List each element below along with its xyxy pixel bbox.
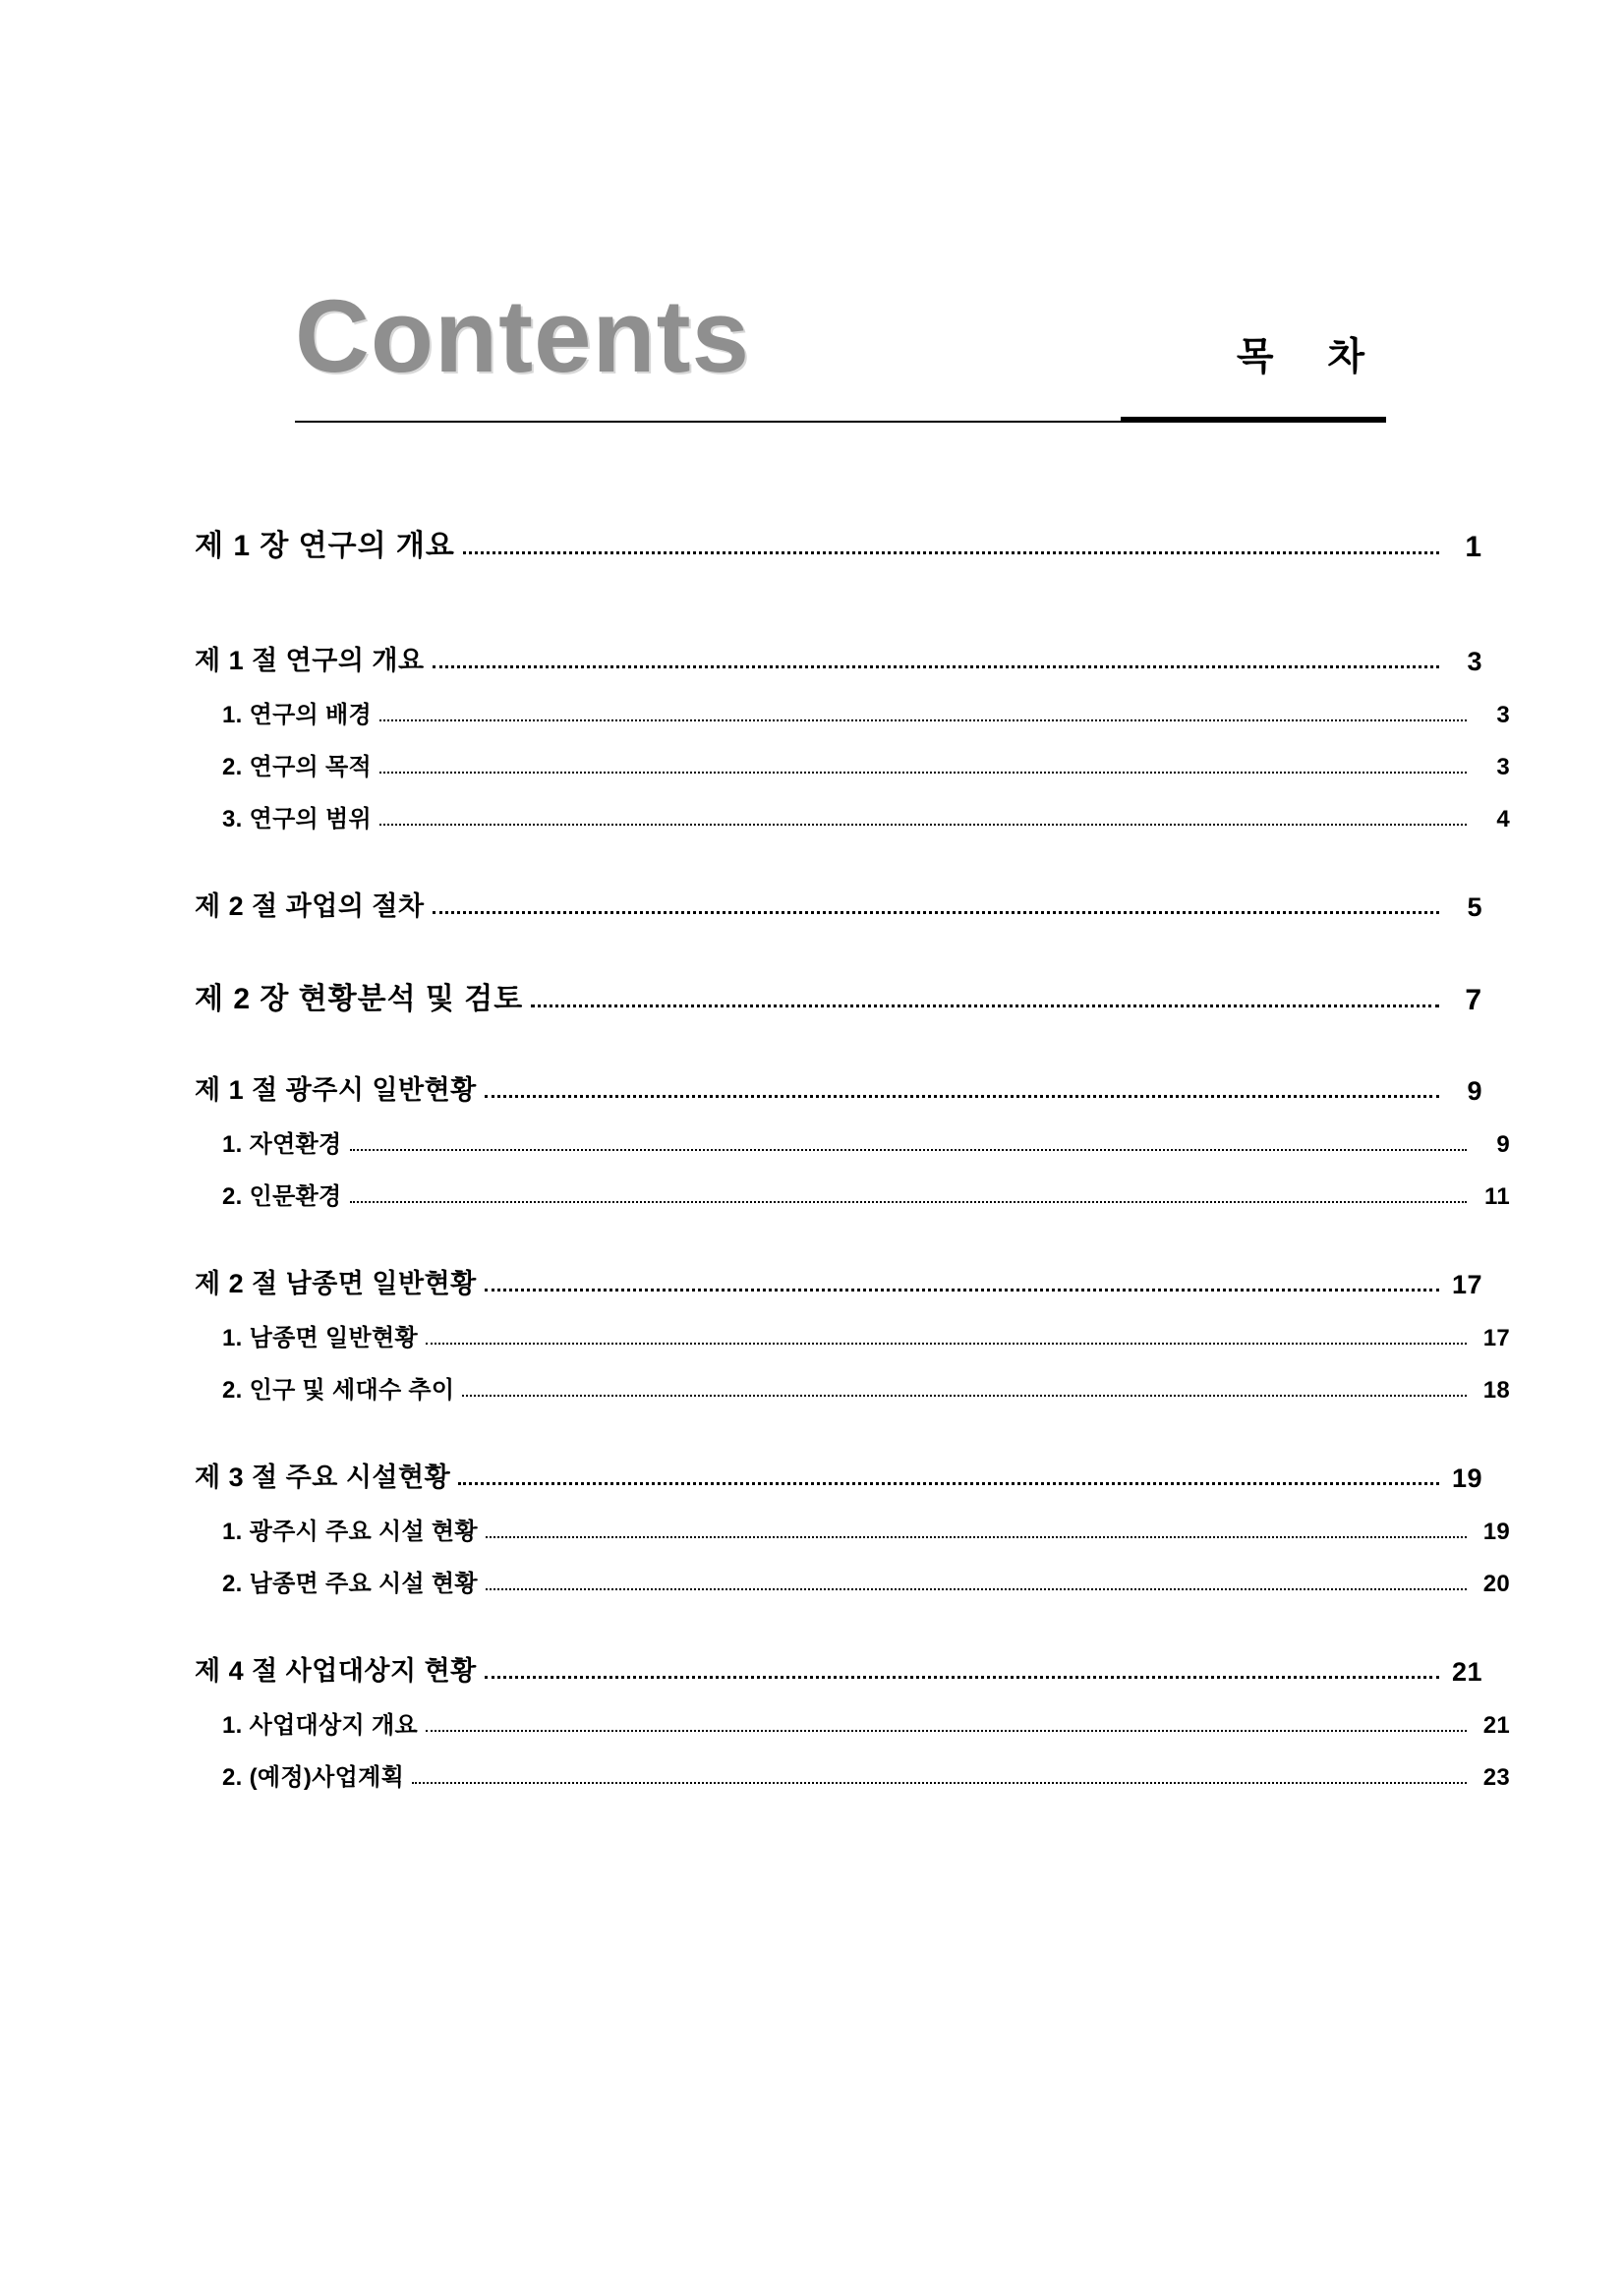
toc-entry-label: 2. 인구 및 세대수 추이 — [222, 1377, 455, 1404]
toc-entry-label: 2. 남종면 주요 시설 현황 — [222, 1571, 478, 1597]
toc-spacer — [195, 564, 1482, 639]
toc-entry-page-number: 19 — [1451, 1464, 1482, 1493]
toc-leader-dots — [531, 988, 1439, 1017]
toc-entry-page-number: 20 — [1482, 1571, 1510, 1597]
toc-leader-dots — [462, 1381, 1467, 1405]
toc-entry-page-number: 19 — [1482, 1519, 1510, 1545]
toc-leader-dots — [463, 535, 1439, 564]
toc-spacer — [195, 677, 1482, 695]
toc-entry-item[interactable] — [195, 1564, 1510, 1598]
toc-leader-dots — [433, 896, 1439, 923]
toc-entry-page-number: 9 — [1496, 1131, 1510, 1158]
toc-entry-item[interactable] — [195, 1705, 1510, 1740]
page-header — [295, 279, 1386, 432]
toc-spacer — [195, 1107, 1482, 1124]
toc-entry-page-number: 18 — [1482, 1377, 1510, 1404]
toc-leader-dots — [426, 1716, 1467, 1740]
toc-entry-page-number: 3 — [1496, 702, 1510, 728]
toc-leader-dots — [379, 706, 1467, 729]
toc-entry-page-number: 4 — [1496, 806, 1510, 832]
toc-leader-dots — [426, 1329, 1467, 1352]
toc-entry-label: 1. 연구의 배경 — [222, 702, 372, 728]
toc-entry-label: 2. (예정)사업계획 — [222, 1764, 405, 1791]
toc-entry-page-number: 5 — [1467, 892, 1482, 922]
toc-entry-section[interactable] — [195, 1649, 1482, 1688]
toc-entry-section[interactable] — [195, 885, 1482, 923]
header-divider-thick — [1121, 417, 1386, 423]
toc-entry-item[interactable] — [195, 747, 1510, 781]
toc-leader-dots — [412, 1768, 1467, 1792]
toc-entry-section[interactable] — [195, 1456, 1482, 1494]
toc-leader-dots — [350, 1135, 1467, 1159]
toc-entry-page-number: 1 — [1465, 531, 1482, 563]
toc-entry-label: 제 4 절 사업대상지 현황 — [195, 1656, 477, 1686]
toc-entry-page-number: 3 — [1496, 754, 1510, 780]
toc-leader-dots — [350, 1187, 1467, 1211]
toc-spacer — [195, 1740, 1482, 1757]
toc-leader-dots — [485, 1661, 1439, 1688]
toc-spacer — [195, 1598, 1482, 1649]
toc-spacer — [195, 1494, 1482, 1512]
toc-entry-section[interactable] — [195, 1068, 1482, 1107]
toc-spacer — [195, 1159, 1482, 1177]
toc-entry-chapter[interactable] — [195, 974, 1482, 1017]
toc-spacer — [195, 923, 1482, 974]
toc-entry-item[interactable] — [195, 1124, 1510, 1159]
korean-title: 목 차 — [1236, 336, 1386, 378]
toc-entry-label: 제 2 장 현황분석 및 검토 — [195, 983, 524, 1015]
toc-leader-dots — [379, 810, 1467, 833]
toc-entry-page-number: 7 — [1465, 984, 1482, 1016]
toc-leader-dots — [458, 1467, 1439, 1494]
toc-spacer — [195, 1211, 1482, 1262]
toc-entry-item[interactable] — [195, 799, 1510, 833]
toc-entry-label: 1. 자연환경 — [222, 1131, 342, 1158]
toc-spacer — [195, 1017, 1482, 1068]
toc-spacer — [195, 1300, 1482, 1318]
toc-entry-page-number: 23 — [1482, 1764, 1510, 1791]
toc-entry-chapter[interactable] — [195, 521, 1482, 564]
toc-leader-dots — [485, 1080, 1439, 1107]
toc-spacer — [195, 1688, 1482, 1705]
toc-entry-label: 제 1 절 연구의 개요 — [195, 646, 425, 675]
toc-spacer — [195, 1405, 1482, 1456]
toc-leader-dots — [486, 1522, 1467, 1546]
toc-leader-dots — [486, 1575, 1467, 1598]
toc-entry-page-number: 9 — [1467, 1076, 1482, 1106]
toc-entry-label: 제 2 절 남종면 일반현황 — [195, 1269, 477, 1298]
toc-entry-item[interactable] — [195, 1318, 1510, 1352]
toc-spacer — [195, 833, 1482, 885]
toc-entry-item[interactable] — [195, 1512, 1510, 1546]
toc-entry-item[interactable] — [195, 1370, 1510, 1405]
contents-heading: Contents — [295, 279, 750, 394]
toc-entry-item[interactable] — [195, 1757, 1510, 1792]
toc-entry-label: 제 3 절 주요 시설현황 — [195, 1463, 451, 1492]
toc-entry-page-number: 3 — [1467, 647, 1482, 676]
toc-entry-section[interactable] — [195, 639, 1482, 677]
toc-entry-label: 1. 광주시 주요 시설 현황 — [222, 1519, 478, 1545]
toc-entry-section[interactable] — [195, 1262, 1482, 1300]
toc-leader-dots — [433, 651, 1439, 677]
toc-entry-label: 3. 연구의 범위 — [222, 806, 372, 832]
toc-entry-page-number: 21 — [1482, 1712, 1510, 1739]
table-of-contents — [195, 521, 1510, 1792]
toc-entry-item[interactable] — [195, 695, 1510, 729]
toc-entry-label: 제 1 장 연구의 개요 — [195, 530, 455, 562]
toc-spacer — [195, 729, 1482, 747]
toc-entry-label: 1. 사업대상지 개요 — [222, 1712, 418, 1739]
toc-leader-dots — [379, 758, 1467, 781]
toc-entry-page-number: 21 — [1451, 1657, 1482, 1687]
toc-entry-label: 2. 연구의 목적 — [222, 754, 372, 780]
toc-entry-label: 제 1 절 광주시 일반현황 — [195, 1075, 477, 1105]
toc-spacer — [195, 1546, 1482, 1564]
toc-entry-page-number: 17 — [1482, 1325, 1510, 1351]
toc-entry-page-number: 17 — [1451, 1270, 1482, 1299]
toc-entry-label: 1. 남종면 일반현황 — [222, 1325, 418, 1351]
toc-entry-label: 제 2 절 과업의 절차 — [195, 891, 425, 921]
toc-entry-label: 2. 인문환경 — [222, 1183, 342, 1210]
toc-spacer — [195, 781, 1482, 799]
toc-entry-page-number: 11 — [1484, 1183, 1510, 1210]
toc-entry-item[interactable] — [195, 1177, 1510, 1211]
toc-spacer — [195, 1352, 1482, 1370]
toc-leader-dots — [485, 1274, 1439, 1300]
